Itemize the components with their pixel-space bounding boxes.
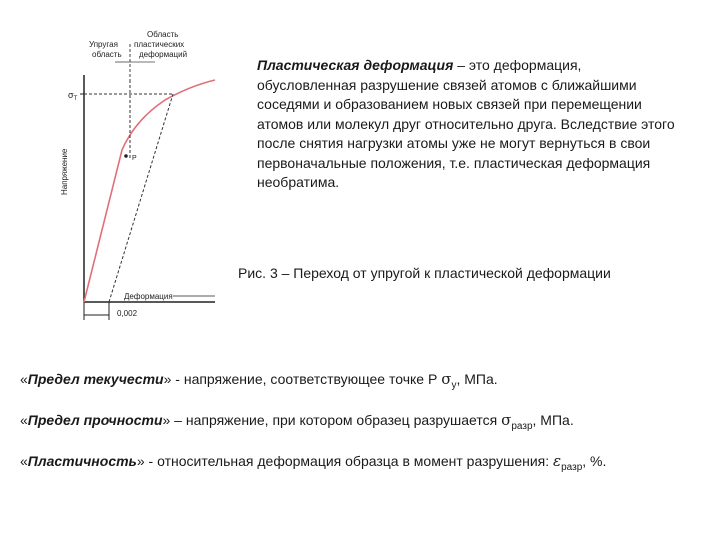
plastic-zone-label-3: деформаций [139, 50, 188, 59]
quote-open: « [20, 371, 28, 387]
definition-tail: , МПа. [532, 412, 574, 428]
offset-line-dashed [109, 94, 173, 302]
elastic-zone-label-1: Упругая [89, 40, 118, 49]
sigma-t-label: $\sigma_T$ [68, 90, 78, 102]
symbol-subscript: у [451, 380, 457, 391]
definition-text: - относительная деформация образца в момент разрушения: [144, 453, 554, 469]
definition-tail: , %. [582, 453, 607, 469]
y-axis-label: Напряжение [60, 148, 69, 195]
figure-caption: Рис. 3 – Переход от упругой к пластической деформации [238, 265, 611, 281]
definition-term: Пластичность [27, 453, 137, 469]
definition-text: - напряжение, соответствующее точке Р [171, 371, 442, 387]
stress-strain-diagram [55, 20, 230, 340]
quote-close: » [162, 412, 171, 428]
stress-strain-curve [84, 80, 215, 302]
description-text: – это деформация, обусловленная разрушение связей атомов с ближайшими соседями и образованием новых связей при перемещении атомов или молекул друг относительно друга. Вследствие этого после снятия нагрузки атомы уже не могут вернуться в свои первоначальные положения, т.е. пластическая деформация необратима. [257, 57, 675, 190]
definition-term: Предел прочности [27, 412, 163, 428]
offset-label: 0,002 [117, 309, 138, 318]
plastic-zone-label-2: пластических [134, 40, 185, 49]
elastic-zone-label-2: область [92, 50, 122, 59]
definition-yield-strength [20, 370, 710, 391]
point-p [124, 154, 128, 158]
quote-open: « [20, 453, 28, 469]
x-axis-label: Деформация [124, 292, 173, 301]
quote-close: » [163, 371, 172, 387]
sigma-symbol: σ [441, 370, 452, 388]
point-p-label: P [132, 155, 137, 162]
plastic-zone-label-1: Область [147, 30, 179, 39]
definition-plasticity [20, 452, 710, 473]
quote-open: « [20, 412, 28, 428]
quote-close: » [136, 453, 145, 469]
description-term: Пластическая деформация [257, 57, 454, 73]
symbol-subscript: разр [511, 421, 533, 432]
plastic-deformation-description [257, 56, 677, 193]
symbol-subscript: разр [561, 462, 583, 473]
definition-tensile-strength [20, 411, 710, 432]
definition-tail: , МПа. [456, 371, 498, 387]
sigma-symbol: σ [501, 411, 512, 429]
definition-term: Предел текучести [27, 371, 164, 387]
definition-text: – напряжение, при котором образец разрушается [170, 412, 502, 428]
epsilon-symbol: ε [553, 452, 562, 470]
